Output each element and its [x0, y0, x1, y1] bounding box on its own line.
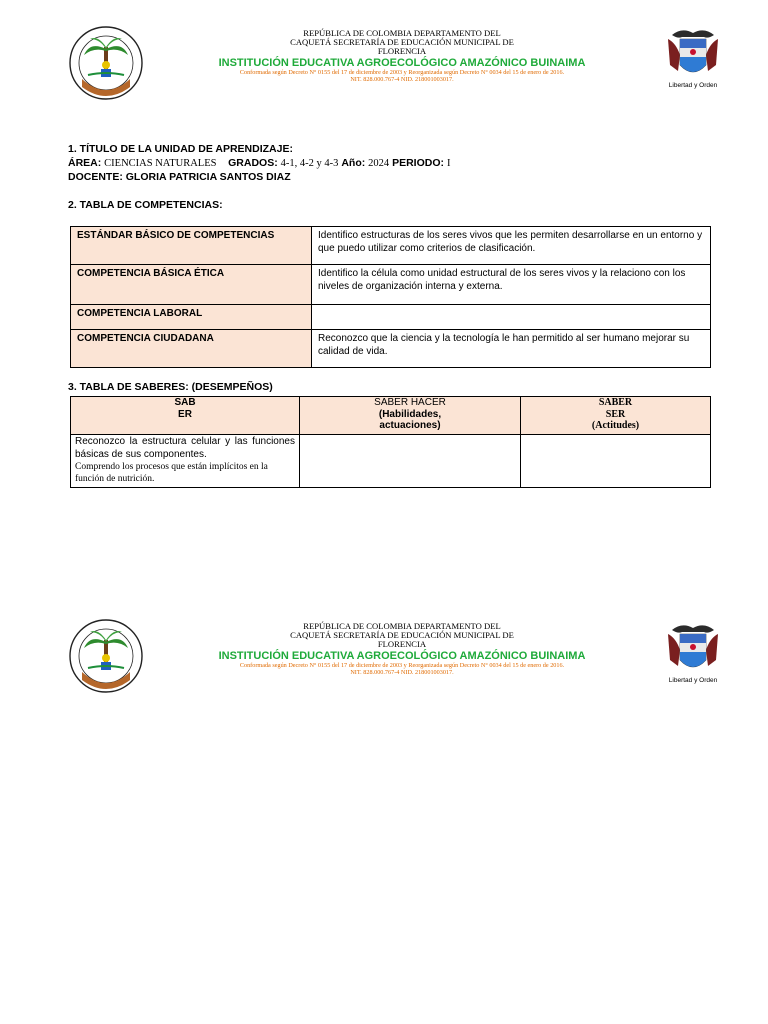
saber-cell: [71, 435, 300, 488]
table-row: [71, 305, 711, 330]
competencies-table: [70, 226, 711, 368]
decree-text: Conformada según Decreto N° 0155 del 17 de diciembre de 2003 y Reorganizada según Decreto N° 0034 del 15 de enero de 2016.: [239, 662, 565, 669]
decree-text: Conformada según Decreto N° 0155 del 17 de diciembre de 2003 y Reorganizada según Decreto N° 0034 del 15 de enero de 2016.: [239, 69, 565, 76]
section-1-title: 1. TÍTULO DE LA UNIDAD DE APRENDIZAJE:: [68, 143, 293, 155]
colombia-coat-of-arms-logo: [664, 25, 722, 91]
competency-value: Identifico la célula como unidad estructural de los seres vivos y la relaciono con los niveles de organización interna y externa.: [312, 265, 711, 305]
grades-value: 4-1, 4-2 y 4-3: [280, 158, 339, 169]
table-row: [71, 227, 711, 265]
saber-ser-cell: [521, 435, 711, 488]
area-value: CIENCIAS NATURALES: [104, 158, 217, 169]
saber-text-2: Comprendo los procesos que están implícitos en la función de nutrición.: [75, 462, 268, 484]
page-header: [0, 25, 768, 105]
column-header-saber-hacer: SABER HACER (Habilidades, actuaciones): [300, 397, 521, 435]
competency-value: Identifico estructuras de los seres vivos que les permiten desarrollarse en un entorno y que puedo utilizar como criterios de clasificación.: [312, 227, 711, 265]
header-line-2: CAQUETÁ SECRETARÍA DE EDUCACIÓN MUNICIPAL DE: [290, 630, 514, 640]
teacher-line: [68, 171, 291, 184]
table-row: [71, 435, 711, 488]
table-row: [71, 265, 711, 305]
second-page-header: [0, 618, 768, 698]
knowledge-table: [70, 396, 711, 488]
header-line-2: CAQUETÁ SECRETARÍA DE EDUCACIÓN MUNICIPAL DE: [290, 37, 514, 47]
institution-name: INSTITUCIÓN EDUCATIVA AGROECOLÓGICO AMAZÓNICO BUINAIMA: [218, 57, 586, 69]
motto-text: Libertad y Orden: [668, 677, 718, 684]
column-header-saber-ser: SABER SER (Actitudes): [521, 397, 711, 435]
competency-key: ESTÁNDAR BÁSICO DE COMPETENCIAS: [71, 227, 312, 265]
period-label: PERIODO:: [392, 157, 445, 169]
institution-name: INSTITUCIÓN EDUCATIVA AGROECOLÓGICO AMAZÓNICO BUINAIMA: [218, 650, 586, 662]
institution-seal-logo: [68, 25, 144, 101]
area-grades-line: [68, 157, 450, 170]
column-header-saber: SAB ER: [71, 397, 300, 435]
saber-text-1: Reconozco la estructura celular y las funciones básicas de sus componentes.: [75, 436, 295, 460]
header-line-1: REPÚBLICA DE COLOMBIA DEPARTAMENTO DEL: [303, 621, 501, 631]
header-text-block: [160, 29, 644, 83]
section-2-title: 2. TABLA DE COMPETENCIAS:: [68, 199, 223, 211]
table-row: [71, 330, 711, 368]
period-value: I: [446, 158, 451, 169]
institution-seal-logo: [68, 618, 144, 694]
year-label: Año:: [341, 157, 366, 169]
grades-label: GRADOS:: [228, 157, 278, 169]
header-line-1: REPÚBLICA DE COLOMBIA DEPARTAMENTO DEL: [303, 28, 501, 38]
saber-hacer-cell: [300, 435, 521, 488]
competency-key: COMPETENCIA BÁSICA ÉTICA: [71, 265, 312, 305]
area-label: ÁREA:: [68, 157, 102, 169]
colombia-coat-of-arms-logo: [664, 620, 722, 686]
competency-value: Reconozco que la ciencia y la tecnología le han permitido al ser humano mejorar su calidad de vida.: [312, 330, 711, 368]
header-text-block: [160, 622, 644, 676]
header-line-3: FLORENCIA: [377, 639, 427, 649]
nit-text: NIT. 828.000.767-4 NID. 218001003017.: [350, 669, 454, 676]
competency-key: COMPETENCIA LABORAL: [71, 305, 312, 330]
competency-value: [312, 305, 711, 330]
section-3-title: 3. TABLA DE SABERES: (DESEMPEÑOS): [68, 381, 273, 393]
teacher-label: DOCENTE:: [68, 171, 123, 183]
year-value: 2024: [368, 158, 390, 169]
teacher-name: GLORIA PATRICIA SANTOS DIAZ: [125, 171, 291, 183]
table-header-row: [71, 397, 711, 435]
competency-key: COMPETENCIA CIUDADANA: [71, 330, 312, 368]
header-line-3: FLORENCIA: [377, 46, 427, 56]
motto-text: Libertad y Orden: [668, 82, 718, 89]
nit-text: NIT. 828.000.767-4 NID. 218001003017.: [350, 76, 454, 83]
